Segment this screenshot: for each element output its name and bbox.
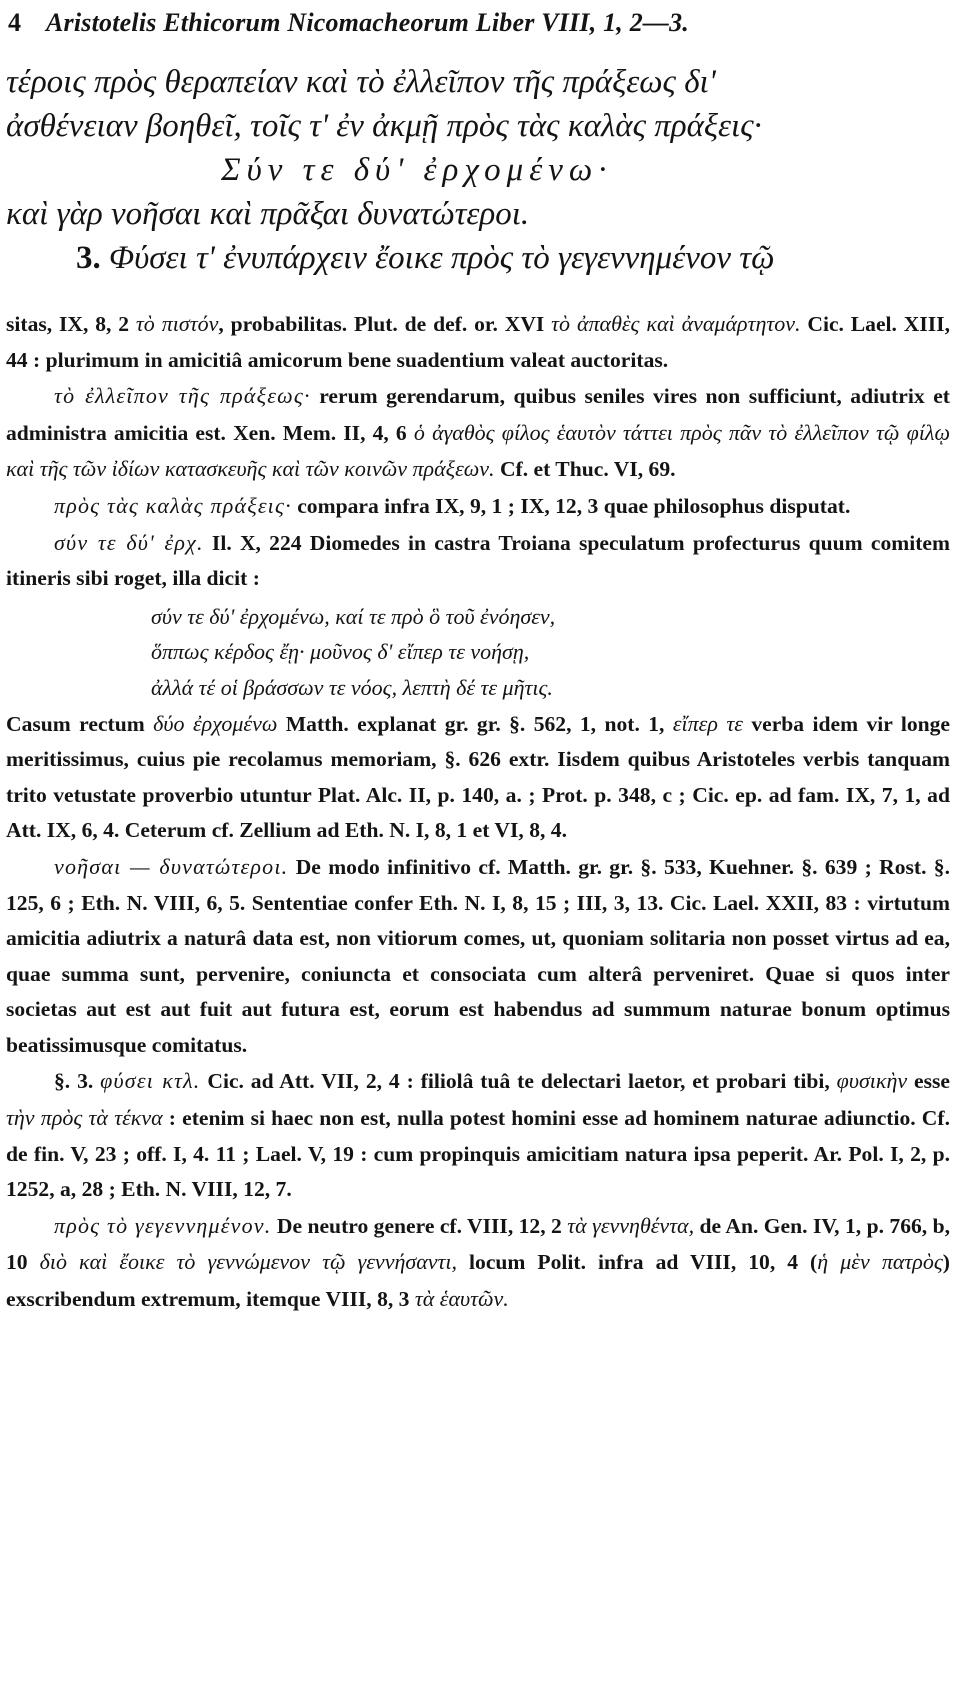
note-text: sitas, IX, 8, 2: [6, 312, 136, 336]
note-text: de An. Gen. IV, 1, p. 766, b, 10: [6, 1213, 950, 1275]
greek-term: τὰ ἑαυτῶν.: [414, 1286, 509, 1312]
greek-term: φυσικὴν: [836, 1068, 908, 1094]
commentary-note: [6, 488, 950, 525]
lemma: νοῆσαι — δυνατώτεροι.: [54, 853, 289, 879]
page-number: 4: [8, 8, 21, 37]
verse-quotation: Σύν τε δύ' ἐρχομένω·: [221, 152, 613, 188]
note-text: Cf. et Thuc. VI, 69.: [494, 457, 676, 482]
lemma: τὸ ἐλλεῖπον τῆς πράξεως·: [54, 383, 311, 409]
main-greek-text: [6, 60, 951, 280]
note-text: Casum rectum: [6, 711, 154, 736]
greek-term: τὰ γεννηθέντα,: [567, 1212, 695, 1238]
main-text-line: ἀσθένειαν βοηθεῖ, τοῖς τ' ἐν ἀκμῇ πρὸς τὰς καλὰς πράξεις·: [6, 108, 762, 144]
note-text: De neutro genere cf. VIII, 12, 2: [271, 1213, 568, 1238]
lemma: φύσει κτλ.: [100, 1068, 201, 1094]
quotation-line: σύν τε δύ' ἐρχομένω, καί τε πρὸ ὃ τοῦ ἐνόησεν,: [151, 603, 556, 629]
section-3-line: [6, 236, 951, 280]
greek-quotation: διὸ καὶ ἔοικε τὸ γεννώμενον τῷ γεννήσαντι,: [39, 1249, 458, 1275]
greek-term: ἡ μὲν πατρὸς: [817, 1249, 943, 1275]
note-text: Matth. explanat gr. gr. §. 562, 1, not. 1,: [277, 711, 673, 736]
greek-term: εἴπερ τε: [672, 710, 743, 736]
lemma: πρὸς τὰς καλὰς πράξεις·: [54, 492, 292, 518]
main-text-span: Φύσει τ' ἐνυπάρχειν ἔοικε πρὸς τὸ γεγεννημένον τῷ: [109, 240, 775, 276]
commentary-note: [6, 1208, 950, 1318]
commentary-note: [6, 306, 950, 378]
note-text: Cic. ad Att. VII, 2, 4 : filiolâ tuâ te delectari laetor, et probari tibi,: [200, 1069, 837, 1094]
main-text-line: καὶ γὰρ νοῆσαι καὶ πρᾶξαι δυνατώτεροι.: [6, 196, 530, 232]
note-text: ) exscribendum extremum, itemque VIII, 8, 3: [6, 1250, 950, 1312]
main-text-line: τέροις πρὸς θεραπείαν καὶ τὸ ἐλλεῖπον τῆς πράξεως δι': [6, 64, 716, 100]
section-marker: §. 3.: [54, 1069, 101, 1094]
greek-term: τὸ ἀπαθὲς καὶ ἀναμάρτητον.: [551, 311, 801, 336]
note-text: De modo infinitivo cf. Matth. gr. gr. §. 533, Kuehner. §. 639 ; Rost. §. 125, 6 ; Eth. N. VIII, 6, 5. Sententiae confer Eth. N. I, 8, 15 ; III, 3, 13. Cic. Lael. XXII, 83 : virtutum amicitia adiutrix a naturâ data est, non vitiorum comes, ut, quoniam solitaria non posset virtus ad ea, quae summa sunt, pervenire, coniuncta et consociata cum alterâ perveniret. Quae si quos inter societas aut est aut fuit aut futura est, eorum est habendus ad summum naturae bonum optimus beatissimusque comitatus.: [6, 854, 950, 1057]
greek-quotation: ὁ ἀγαθὸς φίλος ἑαυτὸν τάττει πρὸς πᾶν τὸ ἐλλεῖπον τῷ φίλῳ καὶ τῆς τῶν ἰδίων κατασκευῆς καὶ τῶν κοινῶν πράξεων.: [6, 419, 950, 482]
greek-term: τὴν πρὸς τὰ τέκνα: [6, 1105, 163, 1131]
note-text: rerum gerendarum, quibus seniles vires non sufficiunt, adiutrix et administra amicitia est. Xen. Mem. II, 4, 6: [6, 384, 950, 445]
lemma: σύν τε δύ' ἐρχ.: [54, 529, 204, 555]
greek-term: τὸ πιστόν: [135, 311, 219, 336]
note-text: locum Polit. infra ad VIII, 10, 4 (: [457, 1250, 818, 1275]
lemma: πρὸς τὸ γεγεννημένον.: [54, 1212, 272, 1238]
note-text: Cic. Lael. XIII, 44 : plurimum in amicitiâ amicorum bene suadentium valeat auctoritas.: [6, 312, 950, 372]
quotation-line: ἀλλά τέ οἱ βράσσων τε νόος, λεπτὴ δέ τε μῆτις.: [151, 674, 553, 700]
note-text: compara infra IX, 9, 1 ; IX, 12, 3 quae philosophus disputat.: [291, 493, 851, 518]
commentary-note: [6, 1063, 950, 1207]
commentary-note: [6, 378, 950, 488]
note-text: : etenim si haec non est, nulla potest homini esse ad hominem naturae adiunctio. Cf. de fin. V, 23 ; off. I, 4. 11 ; Lael. V, 19 : cum propinquis amicitiam natura ipsa peperit. Ar. Pol. I, 2, p. 1252, a, 28 ; Eth. N. VIII, 12, 7.: [6, 1106, 950, 1202]
commentary-note: [6, 525, 950, 597]
commentary-notes: [6, 306, 950, 1318]
greek-term: δύο ἐρχομένω: [153, 710, 278, 736]
note-text: Il. X, 224 Diomedes in castra Troiana speculatum profecturus quum comitem itineris sibi roget, illa dicit :: [6, 530, 950, 591]
commentary-note: [6, 706, 950, 849]
page-header: [8, 8, 952, 38]
running-title: Aristotelis Ethicorum Nicomacheorum Liber VIII, 1, 2—3.: [46, 8, 690, 37]
homer-quotation: [6, 599, 950, 706]
note-text: , probabilitas. Plut. de def. or. XVI: [218, 312, 552, 336]
note-text: esse: [907, 1069, 950, 1094]
section-number: 3.: [76, 240, 101, 276]
commentary-note: [6, 849, 950, 1064]
quotation-line: ὅππως κέρδος ἔῃ· μοῦνος δ' εἴπερ τε νοήσῃ,: [151, 639, 530, 665]
note-text: verba idem vir longe meritissimus, cuius pie recolamus memoriam, §. 626 extr. Iisdem quibus Aristoteles verbis tanquam trito vetustate proverbio utuntur Plat. Alc. II, p. 140, a. ; Prot. p. 348, c ; Cic. ep. ad fam. IX, 7, 1, ad Att. IX, 6, 4. Ceterum cf. Zellium ad Eth. N. I, 8, 1 et VI, 8, 4.: [6, 711, 951, 843]
